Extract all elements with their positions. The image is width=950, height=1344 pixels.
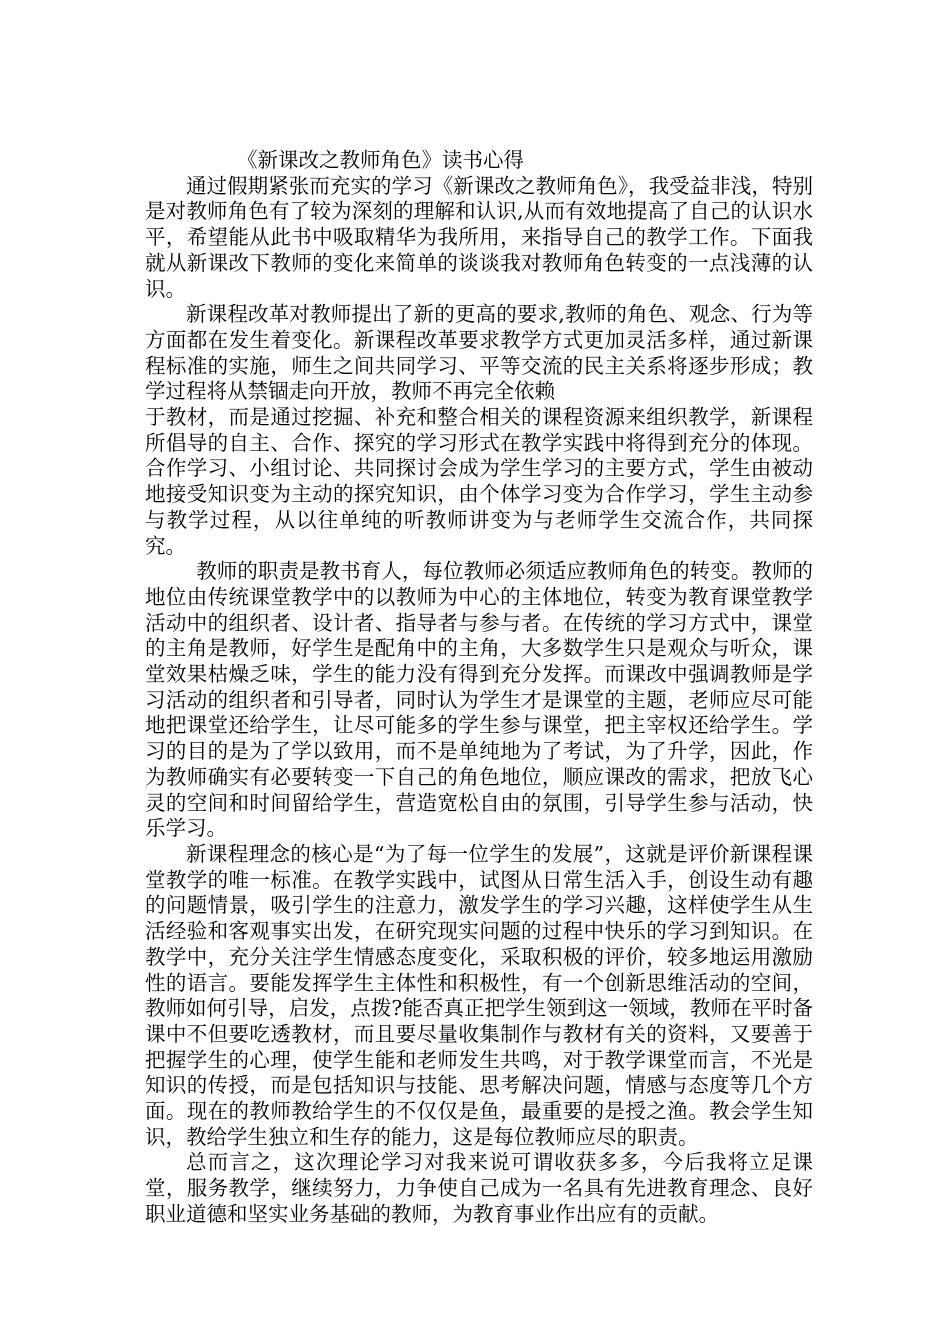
paragraph-conclusion: 总而言之，这次理论学习对我来说可谓收获多多，今后我将立足课堂，服务教学，继续努力，力争使自己成为一名具有先进教育理念、良好职业道德和坚实业务基础的教师，为教育事业作出应有的贡献。 bbox=[145, 1150, 813, 1226]
paragraph-core-concept: 新课程理念的核心是“为了每一位学生的发展”，这就是评价新课程课堂教学的唯一标准。在教学实践中，试图从日常生活入手，创设生动有趣的问题情景，吸引学生的注意力，激发学生的学习兴趣，这样使学生从生活经验和客观事实出发，在研究现实问题的过程中快乐的学习到知识。在教学中，充分关注学生情感态度变化，采取积极的评价，较多地运用激励性的语言。要能发挥学生主体性和积极性，有一个创新思维活动的空间，教师如何引导，启发，点拨?能否真正把学生领到这一领域，教师在平时备课中不但要吃透教材，而且要尽量收集制作与教材有关的资料，又要善于把握学生的心理，使学生能和老师发生共鸣，对于教学课堂而言，不光是知识的传授，而是包括知识与技能、思考解决问题，情感与态度等几个方面。现在的教师教给学生的不仅仅是鱼，最重要的是授之渔。教会学生知识，教给学生独立和生存的能力，这是每位教师应尽的职责。 bbox=[145, 841, 813, 1149]
paragraph-teacher-duty: 教师的职责是教书育人，每位教师必须适应教师角色的转变。教师的地位由传统课堂教学中的以教师为中心的主体地位，转变为教育课堂教学活动中的组织者、设计者、指导者与参与者。在传统的学习方式中，课堂的主角是教师，好学生是配角中的主角，大多数学生只是观众与听众，课堂效果枯燥乏味，学生的能力没有得到充分发挥。而课改中强调教师是学习活动的组织者和引导者，同时认为学生才是课堂的主题，老师应尽可能地把课堂还给学生，让尽可能多的学生参与课堂，把主宰权还给学生。学习的目的是为了学以致用，而不是单纯地为了考试，为了升学，因此，作为教师确实有必要转变一下自己的角色地位，顺应课改的需求，把放飞心灵的空间和时间留给学生，营造宽松自由的氛围，引导学生参与活动，快乐学习。 bbox=[145, 559, 813, 841]
paragraph-reform-continued: 于教材，而是通过挖掘、补充和整合相关的课程资源来组织教学，新课程所倡导的自主、合作、探究的学习形式在教学实践中将得到充分的体现。合作学习、小组讨论、共同探讨会成为学生学习的主要方式，学生由被动地接受知识变为主动的探究知识，由个体学习变为合作学习，学生主动参与教学过程，从以往单纯的听教师讲变为与老师学生交流合作，共同探究。 bbox=[145, 405, 813, 558]
paragraph-intro: 通过假期紧张而充实的学习《新课改之教师角色》，我受益非浅，特别是对教师角色有了较为深刻的理解和认识,从而有效地提高了自己的认识水平，希望能从此书中吸取精华为我所用，来指导自己的教学工作。下面我就从新课改下教师的变化来简单的谈谈我对教师角色转变的一点浅薄的认识。 bbox=[145, 173, 813, 301]
paragraph-reform-requirements: 新课程改革对教师提出了新的更高的要求,教师的角色、观念、行为等方面都在发生着变化。新课程改革要求教学方式更加灵活多样，通过新课程标准的实施，师生之间共同学习、平等交流的民主关系将逐步形成；教学过程将从禁锢走向开放，教师不再完全依赖 bbox=[145, 302, 813, 404]
document-title: 《新课改之教师角色》读书心得 bbox=[237, 148, 524, 172]
document-page bbox=[145, 148, 813, 1228]
